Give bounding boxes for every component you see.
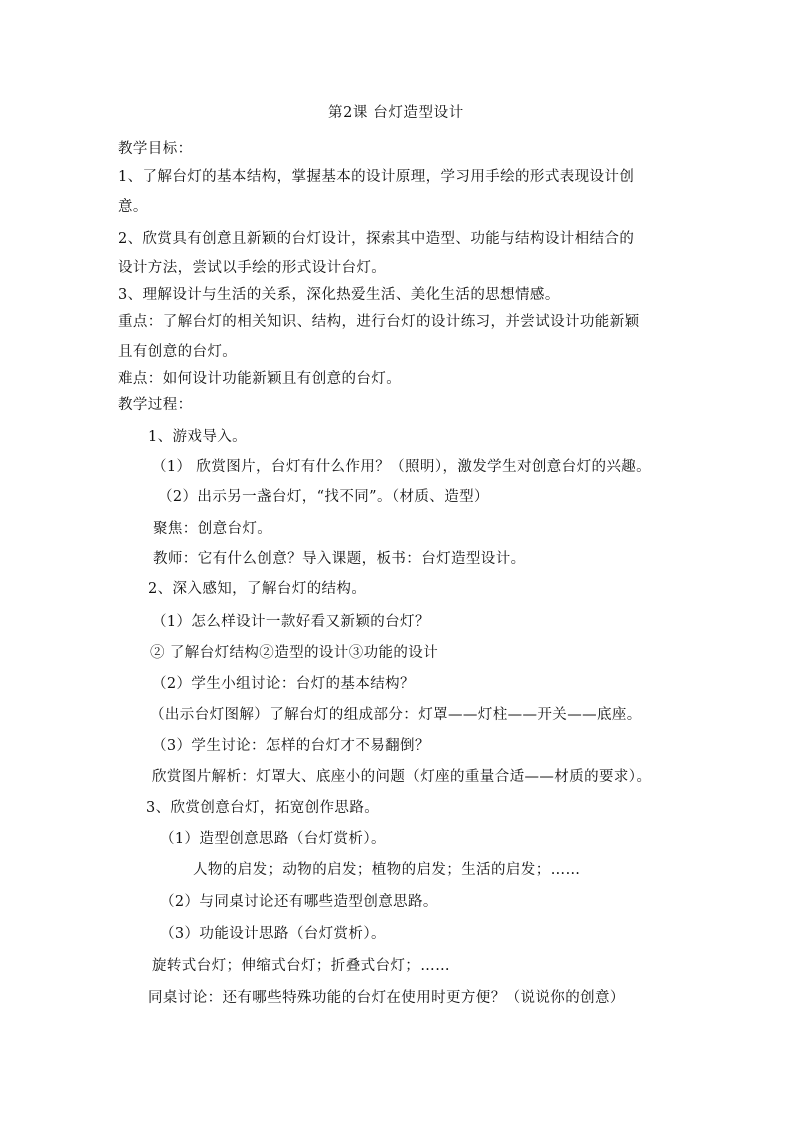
difficulty: 难点：如何设计功能新颖且有创意的台灯。	[118, 371, 402, 387]
objective-3: 3、理解设计与生活的关系，深化热爱生活、美化生活的思想情感。	[118, 287, 560, 303]
key-point-line-1: 重点：了解台灯的相关知识、结构，进行台灯的设计练习，并尝试设计功能新颖	[118, 314, 640, 330]
step-1-teacher: 教师：它有什么创意？导入课题，板书：台灯造型设计。	[153, 551, 526, 567]
objective-1-line-2: 意。	[118, 199, 148, 215]
step-2-structure-list: ② 了解台灯结构②造型的设计③功能的设计	[150, 645, 439, 661]
objective-2-line-1: 2、欣赏具有创意且新颖的台灯设计，探索其中造型、功能与结构设计相结合的	[118, 231, 635, 247]
step-3-function-ideas: 旋转式台灯；伸缩式台灯；折叠式台灯；……	[152, 958, 450, 974]
step-3-item-2: （2）与同桌讨论还有哪些造型创意思路。	[160, 894, 438, 910]
key-point-line-2: 且有创意的台灯。	[118, 344, 238, 360]
objective-1-line-1: 1、了解台灯的基本结构，掌握基本的设计原理，学习用手绘的形式表现设计创	[118, 169, 635, 185]
step-3-item-3: （3）功能设计思路（台灯赏析）。	[160, 926, 386, 942]
step-1-focus: 聚焦：创意台灯。	[153, 521, 273, 537]
lesson-title: 第2课 台灯造型设计	[328, 105, 464, 121]
step-1-item-2: （2）出示另一盏台灯，“找不同”。（材质、造型）	[158, 489, 489, 505]
section-heading-process: 教学过程：	[118, 397, 193, 413]
step-1-heading: 1、游戏导入。	[148, 429, 248, 445]
step-1-item-1: （1） 欣赏图片，台灯有什么作用？（照明），激发学生对创意台灯的兴趣。	[152, 459, 652, 475]
step-2-item-3: （3）学生讨论：怎样的台灯才不易翻倒？	[152, 738, 430, 754]
step-3-item-1: （1）造型创意思路（台灯赏析）。	[160, 831, 386, 847]
step-2-item-2: （2）学生小组讨论：台灯的基本结构？	[152, 676, 415, 692]
step-3-heading: 3、欣赏创意台灯，拓宽创作思路。	[146, 800, 380, 816]
step-2-analysis: 欣赏图片解析：灯罩大、底座小的问题（灯座的重量合适——材质的要求）。	[152, 769, 652, 785]
section-heading-objectives: 教学目标：	[118, 141, 193, 157]
step-3-discussion: 同桌讨论：还有哪些特殊功能的台灯在使用时更方便？（说说你的创意）	[148, 990, 625, 1006]
step-2-diagram-note: （出示台灯图解）了解台灯的组成部分：灯罩——灯柱——开关——底座。	[150, 707, 642, 723]
step-2-heading: 2、深入感知，了解台灯的结构。	[148, 581, 367, 597]
step-2-item-1: （1）怎么样设计一款好看又新颖的台灯？	[152, 614, 430, 630]
step-3-shape-ideas: 人物的启发；动物的启发；植物的启发；生活的启发；……	[193, 862, 581, 878]
objective-2-line-2: 设计方法，尝试以手绘的形式设计台灯。	[118, 260, 387, 276]
